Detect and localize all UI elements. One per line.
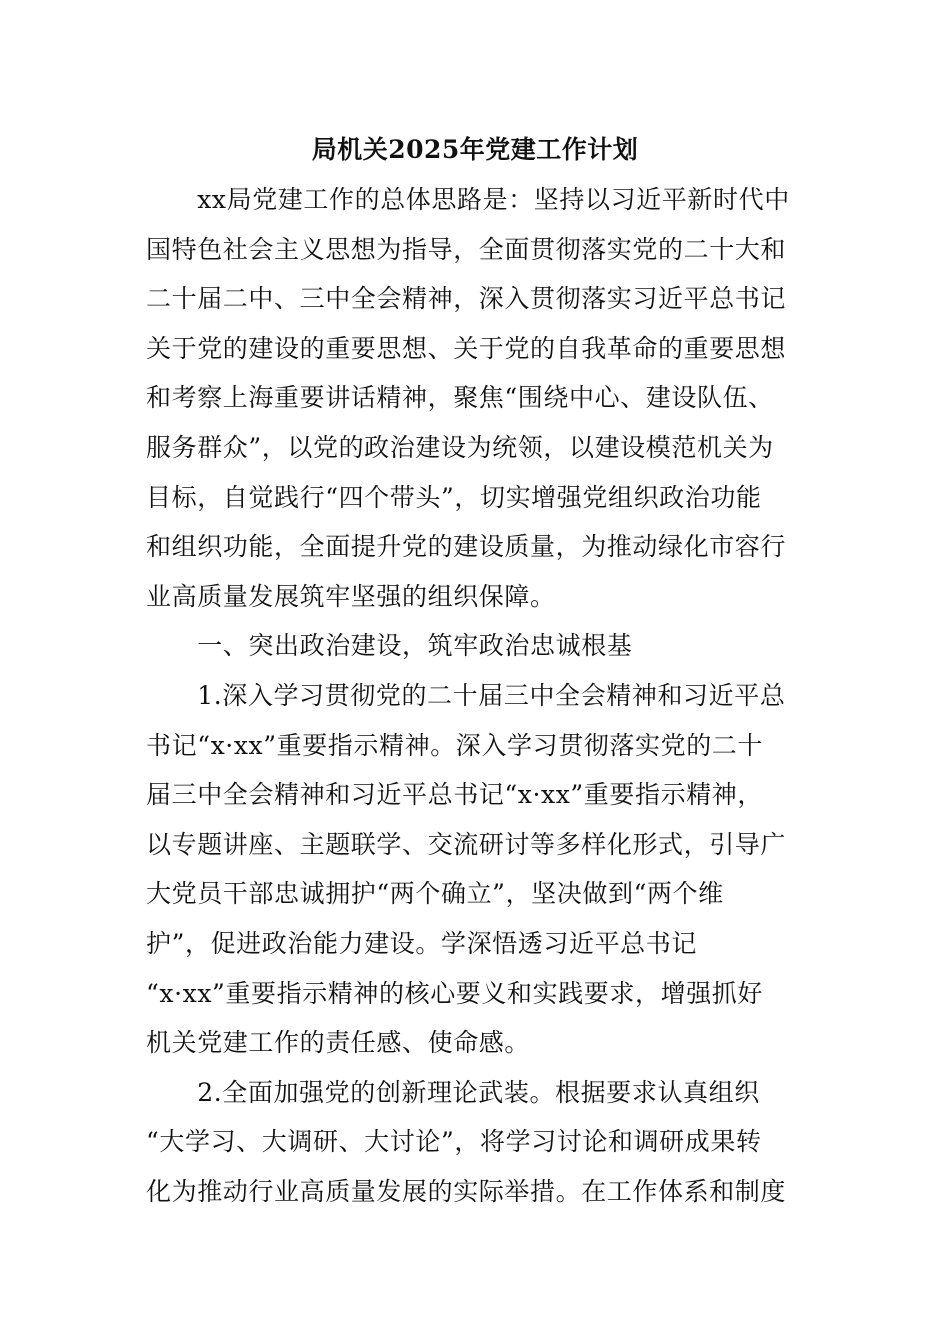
document-title: 局机关2025年党建工作计划 xyxy=(311,135,639,164)
text-line: xx局党建工作的总体思路是：坚持以习近平新时代中 xyxy=(146,185,790,214)
text-line: 届三中全会精神和习近平总书记“x·xx”重要指示精神， xyxy=(146,780,764,810)
text-line: 国特色社会主义思想为指导，全面贯彻落实党的二十大和 xyxy=(146,234,787,264)
text-line: 机关党建工作的责任感、使命感。 xyxy=(146,1028,531,1058)
text-line: 关于党的建设的重要思想、关于党的自我革命的重要思想 xyxy=(146,333,787,363)
text-line: 业高质量发展筑牢坚强的组织保障。 xyxy=(146,581,556,611)
text-line: “x·xx”重要指示精神的核心要义和实践要求，增强抓好 xyxy=(146,978,764,1008)
text-line: 和考察上海重要讲话精神，聚焦“围绕中心、建设队伍、 xyxy=(146,383,774,413)
text-line: 目标，自觉践行“四个带头”，切实增强党组织政治功能 xyxy=(146,482,762,512)
text-line: 2.全面加强党的创新理论武装。根据要求认真组织 xyxy=(146,1077,760,1107)
text-line: 以专题讲座、主题联学、交流研讨等多样化形式，引导广 xyxy=(146,829,787,859)
text-line: 和组织功能，全面提升党的建设质量，为推动绿化市容行 xyxy=(146,532,787,562)
document-body xyxy=(146,182,806,1223)
text-line: 护”，促进政治能力建设。学深悟透习近平总书记 xyxy=(146,928,697,958)
text-line: 服务群众”，以党的政治建设为统领，以建设模范机关为 xyxy=(146,432,774,462)
text-line: 1.深入学习贯彻党的二十届三中全会精神和习近平总 xyxy=(146,680,786,710)
section-heading: 一、突出政治建设，筑牢政治忠诚根基 xyxy=(146,631,633,661)
text-line: 书记“x·xx”重要指示精神。深入学习贯彻落实党的二十 xyxy=(146,730,764,760)
text-line: 化为推动行业高质量发展的实际举措。在工作体系和制度 xyxy=(146,1176,787,1206)
text-line: “大学习、大调研、大讨论”，将学习讨论和调研成果转 xyxy=(146,1127,762,1157)
text-line: 大党员干部忠诚拥护“两个确立”，坚决做到“两个维 xyxy=(146,879,724,909)
text-line: 二十届二中、三中全会精神，深入贯彻落实习近平总书记 xyxy=(146,284,787,314)
